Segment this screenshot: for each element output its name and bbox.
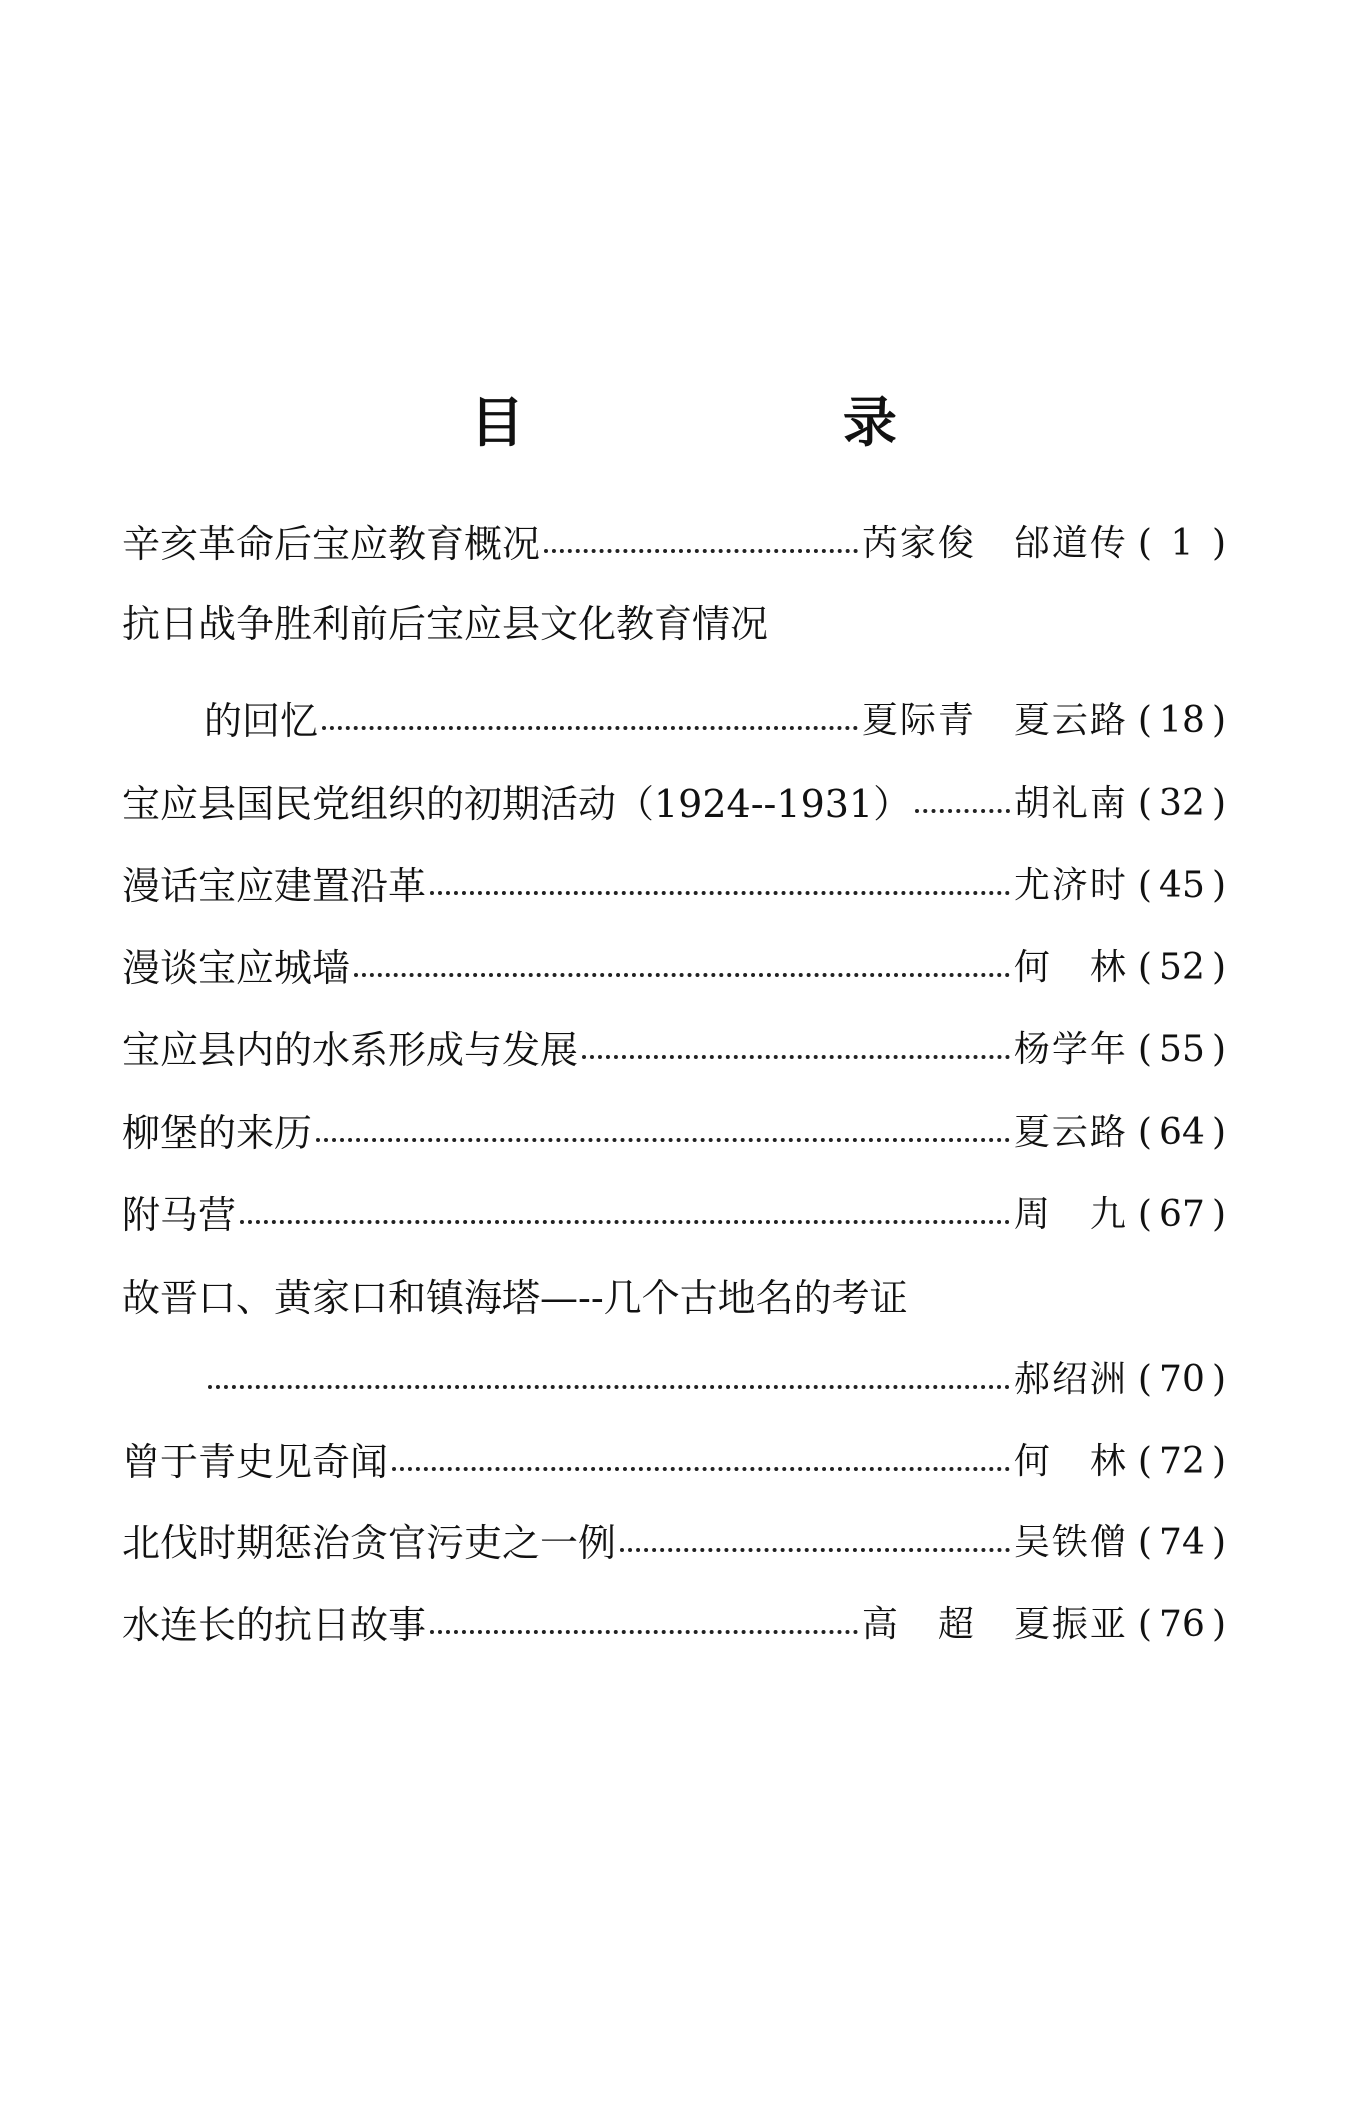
toc-entry[interactable] [204,693,1230,749]
entry-authors: 芮家俊 邰道传 [861,523,1128,564]
toc-entry[interactable] [122,858,1230,914]
toc-entry[interactable] [122,1105,1230,1161]
entry-page-ref: ( 67 ) [1134,1187,1230,1243]
entry-authors: 何 林 [1013,1441,1128,1482]
toc-entry[interactable] [122,776,1230,832]
entry-page-ref: ( 32 ) [1134,776,1230,832]
entry-title: 宝应县国民党组织的初期活动（1924--1931） [122,782,912,826]
entry-page-number: 32 [1159,783,1205,824]
dot-leader [620,1548,1010,1552]
dot-leader [208,1385,1010,1389]
entry-page-number: 1 [1170,523,1194,564]
entry-page-number: 45 [1159,865,1205,906]
entry-page-number: 74 [1159,1522,1205,1563]
entry-title: 漫话宝应建置沿革 [122,864,427,908]
entry-title: 辛亥革命后宝应教育概况 [122,522,541,566]
toc-entry[interactable] [122,516,1230,572]
entry-page-ref: ( 55 ) [1134,1022,1230,1078]
entry-page-number: 76 [1159,1604,1205,1645]
page-title: 目 录 [470,390,1047,454]
entry-authors: 杨学年 [1013,1029,1128,1070]
entry-page-number: 52 [1159,947,1205,988]
entry-page-ref: ( 1 ) [1134,516,1230,572]
entry-page-number: 72 [1159,1441,1205,1482]
dot-leader [915,809,1010,813]
dot-leader [544,549,858,553]
entry-title: 柳堡的来历 [122,1111,313,1155]
entry-title: 水连长的抗日故事 [122,1603,427,1647]
entry-page-number: 70 [1159,1359,1205,1400]
entry-authors: 夏云路 [1013,1112,1128,1153]
toc-entry[interactable] [122,1022,1230,1078]
entry-authors: 尤济时 [1013,865,1128,906]
entry-title-continuation: 的回忆 [204,699,319,743]
dot-leader [430,891,1010,895]
toc-entry[interactable] [204,1352,1230,1408]
entry-title: 宝应县内的水系形成与发展 [122,1028,579,1072]
entry-page-number: 55 [1159,1029,1205,1070]
entry-page-number: 67 [1159,1194,1205,1235]
entry-authors: 何 林 [1013,947,1128,988]
entry-title: 北伐时期惩治贪官污吏之一例 [122,1521,617,1565]
entry-page-ref: ( 52 ) [1134,940,1230,996]
dot-leader [316,1138,1010,1142]
entry-page-ref: ( 18 ) [1134,693,1230,749]
entry-title: 漫谈宝应城墙 [122,946,351,990]
dot-leader [582,1055,1010,1059]
toc-entry[interactable] [122,1515,1230,1571]
entry-page-ref: ( 74 ) [1134,1515,1230,1571]
entry-authors: 高 超 夏振亚 [861,1604,1128,1645]
toc-entry[interactable] [122,940,1230,996]
entry-authors: 夏际青 夏云路 [861,700,1128,741]
dot-leader [354,973,1010,977]
entry-authors: 胡礼南 [1013,783,1128,824]
toc-entry-heading-line[interactable]: 故晋口、黄家口和镇海塔—--几个古地名的考证 [122,1276,908,1320]
entry-page-number: 64 [1159,1112,1205,1153]
entry-page-ref: ( 64 ) [1134,1105,1230,1161]
dot-leader [240,1220,1010,1224]
toc-entry-heading-line[interactable]: 抗日战争胜利前后宝应县文化教育情况 [122,602,769,646]
entry-page-number: 18 [1159,700,1205,741]
entry-title: 曾于青史见奇闻 [122,1440,389,1484]
toc-entry[interactable] [122,1597,1230,1653]
entry-authors: 郝绍洲 [1013,1359,1128,1400]
dot-leader [322,726,858,730]
entry-authors: 吴铁僧 [1013,1522,1128,1563]
entry-authors: 周 九 [1013,1194,1128,1235]
entry-page-ref: ( 72 ) [1134,1434,1230,1490]
dot-leader [392,1467,1010,1471]
entry-page-ref: ( 70 ) [1134,1352,1230,1408]
dot-leader [430,1630,858,1634]
toc-entry[interactable] [122,1434,1230,1490]
entry-page-ref: ( 76 ) [1134,1597,1230,1653]
toc-entry[interactable] [122,1187,1230,1243]
entry-page-ref: ( 45 ) [1134,858,1230,914]
entry-title: 附马营 [122,1193,237,1237]
